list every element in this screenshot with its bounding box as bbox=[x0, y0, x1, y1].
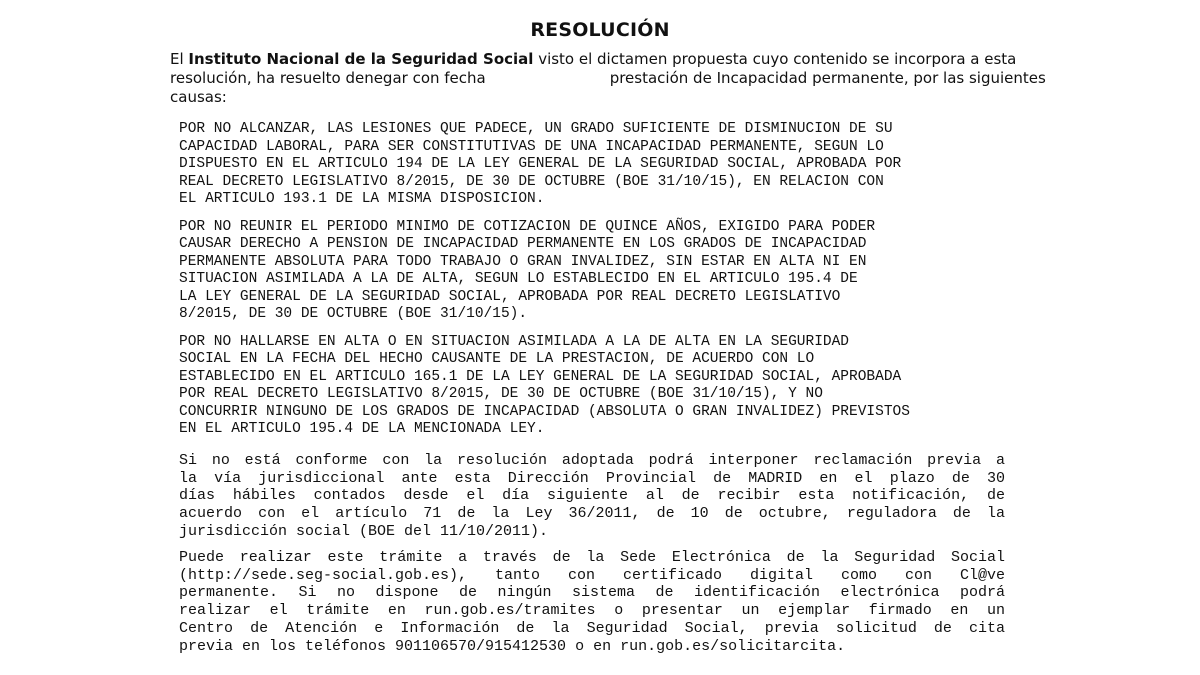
notice-line: días hábiles contados desde el día siguiente al de recibir esta notificación, de bbox=[179, 487, 1005, 505]
cause-paragraph bbox=[179, 334, 1019, 439]
cause-line: 8/2015, DE 30 DE OCTUBRE (BOE 31/10/15). bbox=[179, 306, 528, 322]
cause-line: LA LEY GENERAL DE LA SEGURIDAD SOCIAL, APROBADA POR REAL DECRETO LEGISLATIVO bbox=[179, 288, 841, 305]
cause-line: POR REAL DECRETO LEGISLATIVO 8/2015, DE 30 DE OCTUBRE (BOE 31/10/15), Y NO bbox=[179, 386, 823, 402]
cause-line: REAL DECRETO LEGISLATIVO 8/2015, DE 30 DE OCTUBRE (BOE 31/10/15), EN RELACION CON bbox=[179, 173, 884, 190]
cause-line: POR NO ALCANZAR, LAS LESIONES QUE PADECE, UN GRADO SUFICIENTE DE DISMINUCION DE SU bbox=[179, 121, 893, 137]
appeal-notice-paragraph bbox=[179, 452, 1005, 541]
cause-line: ESTABLECIDO EN EL ARTICULO 165.1 DE LA LEY GENERAL DE LA SEGURIDAD SOCIAL, APROBADA bbox=[179, 368, 902, 385]
notice-line: jurisdicción social (BOE del 11/10/2011). bbox=[179, 522, 549, 540]
cause-line: DISPUESTO EN EL ARTICULO 194 DE LA LEY GENERAL DE LA SEGURIDAD SOCIAL, APROBADA POR bbox=[179, 156, 902, 172]
intro-line-2: resolución, ha resuelto denegar con fecha prestación de Incapacidad permanente, por las siguientes bbox=[170, 69, 1046, 87]
notice-line: acuerdo con el artículo 71 de la Ley 36/2011, de 10 de octubre, reguladora de la bbox=[179, 505, 1005, 523]
cause-line: SITUACION ASIMILADA A LA DE ALTA, SEGUN LO ESTABLECIDO EN EL ARTICULO 195.4 DE bbox=[179, 271, 858, 287]
notice-line: Centro de Atención e Información de la Seguridad Social, previa solicitud de cita bbox=[179, 619, 1005, 637]
document-title: RESOLUCIÓN bbox=[530, 19, 670, 41]
cause-line: POR NO REUNIR EL PERIODO MINIMO DE COTIZACION DE QUINCE AÑOS, EXIGIDO PARA PODER bbox=[179, 218, 876, 235]
notice-line: Si no está conforme con la resolución adoptada podrá interponer reclamación previa a bbox=[179, 452, 1005, 469]
intro-line-1 bbox=[170, 50, 1020, 69]
notice-line: la vía jurisdiccional ante esta Dirección Provincial de MADRID en el plazo de 30 bbox=[179, 469, 1005, 487]
cause-paragraph bbox=[179, 121, 1019, 209]
cause-line: CAPACIDAD LABORAL, PARA SER CONSTITUTIVAS DE UNA INCAPACIDAD PERMANENTE, SEGUN LO bbox=[179, 138, 884, 155]
cause-line: PERMANENTE ABSOLUTA PARA TODO TRABAJO O GRAN INVALIDEZ, SIN ESTAR EN ALTA NI EN bbox=[179, 253, 867, 270]
cause-line: EL ARTICULO 193.1 DE LA MISMA DISPOSICION. bbox=[179, 191, 545, 207]
intro-paragraph bbox=[170, 50, 1046, 107]
causes-list bbox=[179, 121, 1019, 449]
institution-name: Instituto Nacional de la Seguridad Social bbox=[188, 50, 534, 68]
intro-line-3: causas: bbox=[170, 88, 227, 106]
cause-line: CAUSAR DERECHO A PENSION DE INCAPACIDAD PERMANENTE EN LOS GRADOS DE INCAPACIDAD bbox=[179, 236, 867, 252]
notice-line: Puede realizar este trámite a través de la Sede Electrónica de la Seguridad Social bbox=[179, 549, 1005, 566]
cause-paragraph bbox=[179, 219, 1019, 324]
cause-line: SOCIAL EN LA FECHA DEL HECHO CAUSANTE DE LA PRESTACION, DE ACUERDO CON LO bbox=[179, 351, 815, 367]
cause-line: POR NO HALLARSE EN ALTA O EN SITUACION ASIMILADA A LA DE ALTA EN LA SEGURIDAD bbox=[179, 333, 850, 350]
notice-line: previa en los teléfonos 901106570/915412530 o en run.gob.es/solicitarcita. bbox=[179, 637, 846, 655]
electronic-office-notice-paragraph bbox=[179, 549, 1005, 655]
notice-line: realizar el trámite en run.gob.es/tramites o presentar un ejemplar firmado en un bbox=[179, 602, 1005, 620]
intro-line-1-prefix: El bbox=[170, 50, 189, 68]
cause-line: EN EL ARTICULO 195.4 DE LA MENCIONADA LEY. bbox=[179, 421, 545, 437]
notice-line: (http://sede.seg-social.gob.es), tanto con certificado digital como con Cl@ve bbox=[179, 566, 1005, 584]
notice-line: permanente. Si no dispone de ningún sistema de identificación electrónica podrá bbox=[179, 584, 1005, 602]
intro-line-1-suffix: visto el dictamen propuesta cuyo contenido se incorpora a esta bbox=[533, 50, 1017, 68]
cause-line: CONCURRIR NINGUNO DE LOS GRADOS DE INCAPACIDAD (ABSOLUTA O GRAN INVALIDEZ) PREVISTOS bbox=[179, 403, 910, 420]
